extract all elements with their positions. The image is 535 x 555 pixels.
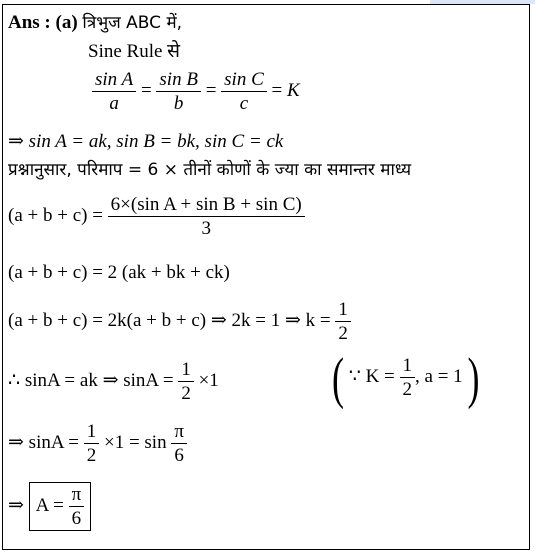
answer-header [8,13,182,32]
note-tail: , a = 1 [415,365,463,387]
note-frac: $\frac{1}{2}$ [400,356,416,399]
frac-sinB-b: $\frac{\text{sin B}}{b}$ [156,70,201,113]
eq2: (a + b + c) = 2 (ak + bk + ck) [8,262,230,283]
eq4-lhs: ∴ sinA = ak ⇒ sinA = [8,369,174,391]
eq5-frac1: $\frac{1}{2}$ [84,422,100,465]
eq3-frac: $\frac{1}{2}$ [335,300,351,343]
eq5-frac2: $\frac{\pi}{6}$ [171,422,187,465]
eq5-lhs: ⇒ sinA = [8,431,79,453]
implies-line-1: ⇒ sin A = ak, sin B = bk, sin C = ck [8,131,284,152]
eq3 [8,300,351,343]
const-K: K [286,79,300,101]
final-lhs: A = [35,494,64,516]
eq6-lhs: ⇒ [8,494,24,516]
final-frac: $\frac{\pi}{6}$ [69,485,85,528]
eq4-frac: $\frac{1}{2}$ [178,360,194,403]
rule-line [88,42,180,61]
eq1 [8,195,305,238]
note-lhs: ∵ K = [348,365,395,387]
eq4 [8,360,219,403]
frac-sinC-c: $\frac{\text{sin C}}{c}$ [221,70,267,113]
eq4-note: ( ∵ K = $\frac{1}{2}$ , a = 1 ) [332,345,480,410]
option-label: (a) [55,12,78,33]
eq5 [8,422,187,465]
eq6 [8,482,91,531]
eq5-mid: ×1 = sin [103,431,167,453]
condition-text: प्रश्नानुसार, परिमाप = 6 × तीनों कोणों के ज्या का समान्तर माध्य [8,160,412,180]
intro-text: त्रिभुज ABC में, [82,13,183,33]
eq4-tail: ×1 [198,369,219,391]
ans-label: Ans : [8,12,51,33]
eq1-lhs: (a + b + c) = [8,204,103,226]
frac-sinA-a: $\frac{\text{sin A}}{a}$ [92,70,136,113]
rule-text: Sine Rule से [88,41,181,62]
eq1-frac: $\frac{\text{6×(sin A + sin B + sin C)}}{3}$ [108,195,305,238]
sine-rule-eq: $\frac{\text{sin A}}{a}$ = $\frac{\text{sin B}}{b}$ = $\frac{\text{sin C}}{c}$ = K [92,70,300,113]
final-answer-box [29,482,91,531]
eq3-lhs: (a + b + c) = 2k(a + b + c) ⇒ 2k = 1 ⇒ k = [8,309,331,331]
